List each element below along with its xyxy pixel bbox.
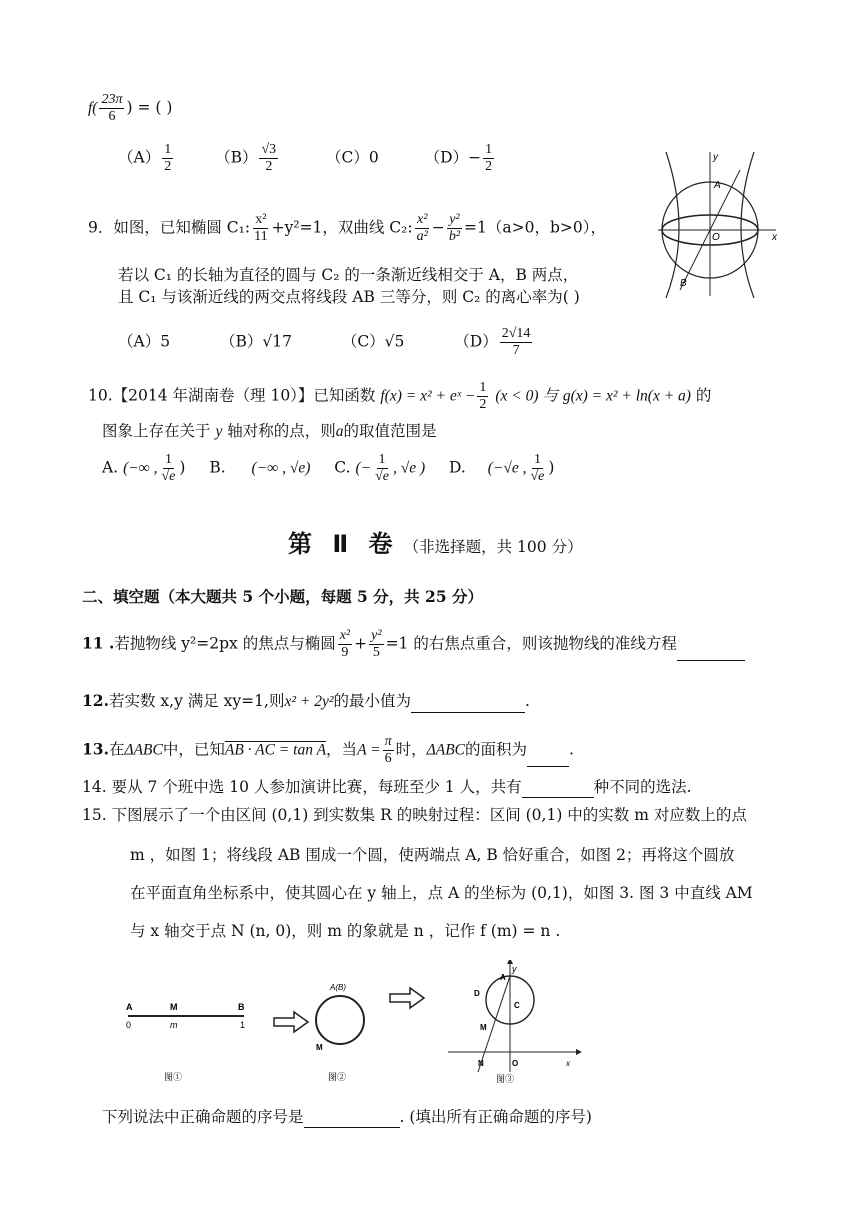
fig-label-x: x — [772, 232, 777, 243]
q9-ellipse-hyperbola-figure — [652, 148, 784, 298]
figure-1 — [126, 1002, 245, 1082]
figure-2 — [316, 983, 364, 1082]
q15-figures — [118, 960, 598, 1090]
q11: 11 .若抛物线 y²=2px 的焦点与椭圆 $\frac{\text{x²}}{9}$ + $\frac{\text{y²}}{5}$ =1 的右焦点重合，则该抛物线的准线方程 — [82, 628, 745, 661]
fig1-label-a: A — [126, 1002, 133, 1012]
q8-stem — [88, 92, 172, 125]
q10-line1: 10.【2014 年湖南卷（理 10）】已知函数 f(x) = x² + eˣ − $\frac{1}{2}$ (x < 0) 与 g(x) = x² + ln(x + a) 的 — [88, 380, 712, 412]
fig-label-o: O — [712, 232, 720, 243]
q15-line2: m ，如图 1；将线段 AB 围成一个圆，使两端点 A, B 恰好重合，如图 2；再将这个圆放 — [130, 846, 735, 864]
q8-opt-c: （C）0 — [326, 148, 379, 167]
fig3-label-m: M — [480, 1023, 487, 1032]
q9-opt-a: （A）5 — [118, 332, 171, 351]
q12: 12.若实数 x,y 满足 xy=1,则x² + 2y²的最小值为 . — [82, 690, 530, 713]
q8-opt-b: $\frac{√3}{2}$ — [261, 142, 277, 174]
q13-answer-blank[interactable] — [527, 750, 569, 767]
fig1-label-0: 0 — [126, 1020, 132, 1030]
fig1-label-1: 1 — [240, 1020, 246, 1030]
q14-answer-blank[interactable] — [522, 781, 594, 798]
q13: 13.在ΔABC中，已知AB · AC = tan A，当A = $\frac{\pi}{6}$ 时，ΔABC的面积为 . — [82, 734, 574, 766]
q8-opt-d-label: （D）− — [424, 148, 482, 167]
fig1-caption: 图① — [164, 1072, 183, 1082]
q15-final-prompt: 下列说法中正确命题的序号是 . (填出所有正确命题的序号) — [102, 1108, 592, 1126]
q9-opt-c: （C）√5 — [341, 332, 405, 351]
fig2-caption: 图② — [328, 1072, 347, 1082]
q8-opt-a: $\frac{1}{2}$ — [164, 142, 172, 174]
q8-stem-tail: ) = ( ) — [126, 98, 173, 117]
fig1-label-m: M — [170, 1002, 178, 1012]
part2-subtitle: （非选择题，共 100 分） — [403, 538, 583, 556]
fig2-label-ab: A(B) — [330, 983, 346, 992]
q14: 14. 要从 7 个班中选 10 人参加演讲比赛，每班至少 1 人，共有 种不同的选法. — [82, 778, 692, 796]
q10-options: A. (−∞ , $\frac{1}{√e}$ ) B. (−∞ , √e) C. (− $\frac{1}{√e}$ , √e ) D. (−√e , $\frac{1}{√e}$ ) — [102, 452, 555, 484]
q12-answer-blank[interactable] — [411, 696, 525, 713]
fig3-x-arrow — [576, 1049, 582, 1055]
fig3-label-n: N — [478, 1059, 484, 1068]
arrow-1 — [274, 1012, 308, 1032]
q15-answer-blank[interactable] — [304, 1111, 400, 1128]
fig1-label-m-small: m — [170, 1020, 178, 1030]
q9-line1: 9．如图，已知椭圆 C₁: $\frac{\text{x²}}{11}$ +y²=1，双曲线 C₂: $\frac{\text{x²}}{\text{a²}}$ − $\frac{\text{y²}}{\text{b²}}$ =1（a>0，b>0）， — [88, 212, 606, 244]
fig-label-b: B — [680, 278, 687, 289]
q15-line4: 与 x 轴交于点 N (n, 0)，则 m 的象就是 n ，记作 f (m) = n . — [130, 922, 561, 940]
fig3-label-d: D — [474, 989, 480, 998]
fig3-label-y: y — [512, 964, 517, 974]
part2-title: 第 Ⅱ 卷 — [288, 530, 399, 558]
fig3-label-a: A — [500, 973, 506, 982]
hyperbola-right-branch — [741, 152, 754, 298]
fig1-label-b: B — [238, 1002, 245, 1012]
q15-line1: 15. 下图展示了一个由区间 (0,1) 到实数集 R 的映射过程：区间 (0,1) 中的实数 m 对应数上的点 — [82, 806, 747, 824]
q9-line2: 若以 C₁ 的长轴为直径的圆与 C₂ 的一条渐近线相交于 A，B 两点， — [118, 266, 579, 284]
fig-label-y: y — [713, 152, 718, 163]
q10-line2: 图象上存在关于 y 轴对称的点，则a的取值范围是 — [102, 422, 437, 440]
q15-line3: 在平面直角坐标系中，使其圆心在 y 轴上，点 A 的坐标为 (0,1)，如图 3. 图 3 中直线 AM — [130, 884, 753, 902]
hyperbola-left-branch — [666, 152, 679, 298]
q8-opt-a-label: （A） — [118, 148, 161, 167]
q9-opt-d: $\frac{2√14}{7}$ — [501, 326, 531, 358]
q9-line3: 且 C₁ 与该渐近线的两交点将线段 AB 三等分，则 C₂ 的离心率为( ) — [118, 288, 580, 306]
fig3-label-x: x — [566, 1059, 570, 1068]
q9-opt-d-label: （D） — [454, 332, 498, 351]
part2-heading — [288, 524, 583, 559]
fig2-label-m: M — [316, 1043, 323, 1052]
q9-options — [118, 326, 534, 359]
fig3-label-o: O — [512, 1059, 519, 1068]
q8-fx: f( — [88, 99, 98, 117]
figure-3 — [448, 960, 582, 1084]
fig-label-a: A — [714, 180, 721, 191]
q8-opt-b-label: （B） — [215, 148, 258, 167]
q8-stem-fraction: $\frac{23\pi}{6}$ — [101, 92, 123, 124]
q8-opt-d: $\frac{1}{2}$ — [485, 142, 493, 174]
q9-opt-b: （B）√17 — [219, 332, 292, 351]
arrow-2 — [390, 988, 424, 1008]
section2-heading: 二、填空题（本大题共 5 个小题，每题 5 分，共 25 分） — [82, 587, 484, 606]
q8-options — [118, 142, 496, 175]
q11-answer-blank[interactable] — [677, 644, 745, 661]
fig3-label-c: C — [514, 1001, 520, 1010]
fig2-circle — [316, 996, 364, 1044]
fig3-caption: 图③ — [496, 1074, 515, 1084]
